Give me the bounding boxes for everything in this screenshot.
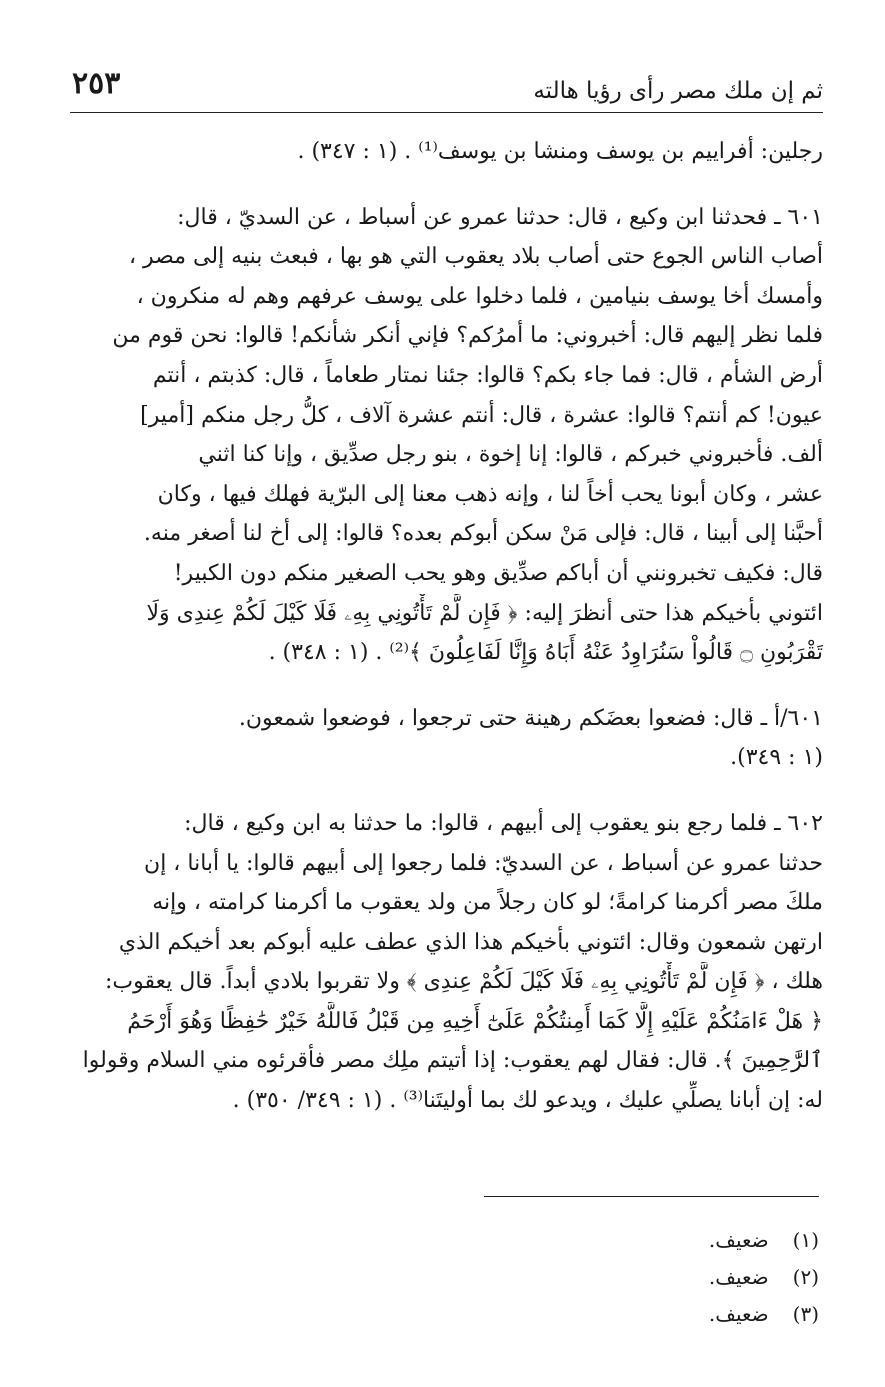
text-line: فلما نظر إليهم قال: أخبروني: ما أمرُكم؟ فإني أنكر شأنكم! قالوا: نحن قوم من <box>112 323 823 349</box>
footnote-number: (٢) <box>792 1265 819 1289</box>
text-line: ملكَ مصر أكرمنا كرامةً؛ لو كان رجلاً من ولد يعقوب ما أكرمنا كرامته ، وإنه <box>152 890 823 916</box>
paragraph-gap <box>70 673 823 699</box>
paragraph-gap <box>70 172 823 198</box>
text-line: ألف. فأخبروني خبركم ، قالوا: إنا إخوة ، بنو رجل صدِّيق ، وإنا كنا اثني <box>198 442 823 468</box>
footnote <box>709 1222 819 1259</box>
text-line: قال: فكيف تخبرونني أن أباكم صدِّيق وهو يحب الصغير منكم دون الكبير! <box>173 560 823 586</box>
text-line: له: إن أبانا يصلِّي عليك ، ويدعو لك بما أوليتَنا⁽³⁾ . (١ : ٣٤٩/ ٣٥٠) . <box>232 1088 823 1114</box>
text-line: ٦٠٢ ـ فلما رجع بنو يعقوب إلى أبيهم ، قالوا: ما حدثنا به ابن وكيع ، قال: <box>184 810 823 836</box>
text-line: أرض الشأم ، قال: فما جاء بكم؟ قالوا: جئنا نمتار طعاماً ، قال: كذبتم ، أنتم <box>152 362 823 388</box>
text-line: ارتهن شمعون وقال: ائتوني بأخيكم هذا الذي عطف عليه أبوكم بعد أخيكم الذي <box>118 929 823 955</box>
paragraph-gap <box>70 778 823 804</box>
text-line: أحبَّنا إلى أبينا ، قال: فإلى مَنْ سكن أبوكم بعده؟ قالوا: إلى أخ لنا أصغر منه. <box>143 521 823 547</box>
text-line: أصاب الناس الجوع حتى أصاب بلاد يعقوب التي هو بها ، فبعث بنيه إلى مصر ، <box>128 244 823 270</box>
footnote-number: (٣) <box>792 1302 819 1326</box>
footnotes <box>709 1222 819 1333</box>
text-line: عشر ، وكان أبونا يحب أخاً لنا ، وإنه ذهب معنا إلى البرّية فهلك فيها ، وكان <box>157 481 823 507</box>
text-line: ﴿ هَلْ ءَامَنُكُمْ عَلَيْهِ إِلَّا كَمَا أَمِنتُكُمْ عَلَىٰٓ أَخِيهِ مِن قَبْلُ فَاللَّهُ خَيْرٌ حَٰفِظًا وَهُوَ أَرْحَمُ <box>127 1008 823 1034</box>
footnote-number: (١) <box>792 1228 819 1252</box>
page-header <box>70 60 823 113</box>
main-text <box>70 132 823 1121</box>
running-title: ثم إن ملك مصر رأى رؤيا هالته <box>533 78 823 104</box>
text-line: حدثنا عمرو عن أسباط ، عن السديّ: فلما رجعوا إلى أبيهم قالوا: يا أبانا ، إن <box>144 850 823 876</box>
footnote-text: ضعيف. <box>708 1228 769 1252</box>
text-line: ٦٠١ ـ فحدثنا ابن وكيع ، قال: حدثنا عمرو عن أسباط ، عن السديّ ، قال: <box>177 204 823 230</box>
text-line: تَقْرَبُونِ ۝ قَالُواْ سَنُرَاوِدُ عَنْهُ أَبَاهُ وَإِنَّا لَفَاعِلُونَ ﴾⁽²⁾ . (١ : ٣٤٨) . <box>268 640 823 666</box>
footnote-separator <box>484 1196 819 1197</box>
text-line: رجلين: أفراييم بن يوسف ومنشا بن يوسف⁽¹⁾ . (١ : ٣٤٧) . <box>297 139 823 164</box>
text-line: ائتوني بأخيكم هذا حتى أنظرَ إليه: ﴿ فَإِن لَّمْ تَأْتُونِي بِهِۦ فَلَا كَيْلَ لَكُمْ عِندِى وَلَا <box>146 600 823 626</box>
page-number: ٢٥٣ <box>72 66 121 101</box>
footnote <box>709 1296 819 1333</box>
text-line: ٱلرَّٰحِمِينَ ﴾. قال: فقال لهم يعقوب: إذا أتيتم ملِك مصر فأقرئوه مني السلام وقولوا <box>82 1048 823 1074</box>
text-line: هلك ، ﴿ فَإِن لَّمْ تَأْتُونِي بِهِۦ فَلَا كَيْلَ لَكُمْ عِندِى ﴾ ولا تقربوا بلادي أبداً. قال يعقوب: <box>105 969 823 995</box>
footnote <box>709 1259 819 1296</box>
footnote-text: ضعيف. <box>708 1302 769 1326</box>
text-line: عيون! كم أنتم؟ قالوا: عشرة ، قال: أنتم عشرة آلاف ، كلُّ رجل منكم [أمير] <box>140 402 823 428</box>
footnote-text: ضعيف. <box>708 1265 769 1289</box>
text-line: ٦٠١/أ ـ قال: فضعوا بعضَكم رهينة حتى ترجعوا ، فوضعوا شمعون. <box>238 705 823 731</box>
text-line: (١ : ٣٤٩). <box>730 745 823 771</box>
text-line: وأمسك أخا يوسف بنيامين ، فلما دخلوا على يوسف عرفهم وهم له منكرون ، <box>136 283 823 309</box>
